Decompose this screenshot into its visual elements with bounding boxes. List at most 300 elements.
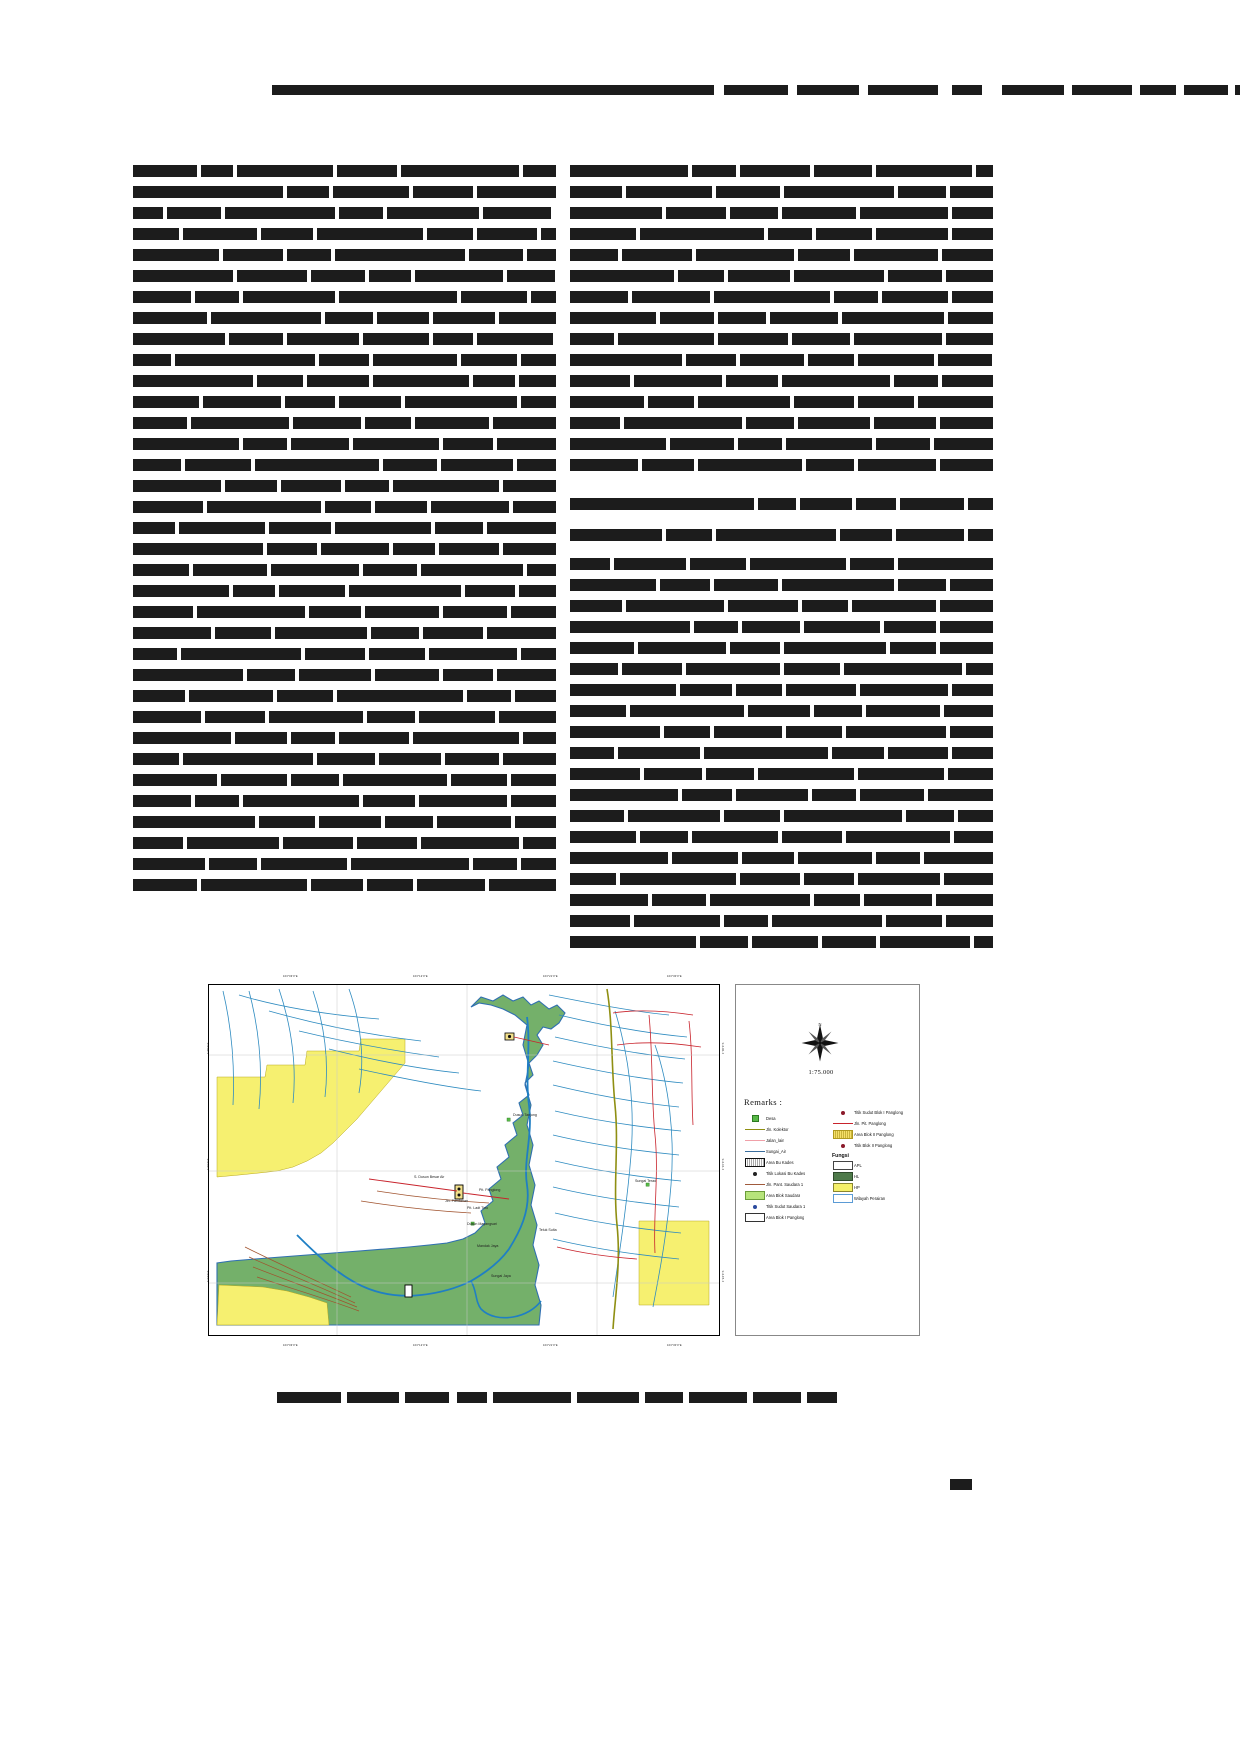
redaction-bar [357,837,417,849]
legend-symbol-line [744,1147,766,1156]
redaction-bar [570,396,644,408]
redacted-text-line [570,553,993,574]
redaction-bar [626,600,724,612]
redaction-bar [353,438,439,450]
caption-redaction-segment [645,1392,683,1403]
caption-redaction-segment [577,1392,639,1403]
redaction-bar [133,606,193,618]
redaction-bar [209,858,257,870]
legend-item [744,1113,832,1124]
map-scale-text: 1:75.000 [808,1069,834,1076]
redaction-bar [441,459,513,471]
redaction-bar [782,831,842,843]
redaction-bar [570,529,662,541]
redaction-bar [570,558,610,570]
map-label-pit-panglong: Pit. Panglong [479,1188,501,1192]
redaction-bar [858,354,934,366]
legend-item-label: Sungai_Air [766,1149,787,1154]
legend-item [744,1201,832,1212]
redaction-bar [363,333,429,345]
redaction-bar [521,858,556,870]
map-tick-top-1: 103°03'0"E [283,975,298,978]
redaction-bar [806,459,854,471]
redaction-bar [570,936,696,948]
redaction-bar [373,375,469,387]
redaction-bar [642,459,694,471]
redaction-bar [936,894,993,906]
redaction-bar [337,690,463,702]
redaction-bar [451,774,507,786]
legend-symbol-swatch [832,1130,854,1139]
redaction-bar [622,663,682,675]
legend-symbol-dot [744,1169,766,1178]
redacted-text-line [570,679,993,700]
redaction-bar [844,663,962,675]
redaction-bar [716,529,836,541]
redacted-text-line [133,622,556,643]
redaction-bar [461,291,527,303]
redacted-text-line [133,433,556,454]
redaction-bar [942,375,993,387]
legend-column-left [744,1113,832,1223]
redaction-bar [133,753,179,765]
redaction-bar [802,600,848,612]
redaction-bar [335,249,465,261]
redaction-bar [898,186,946,198]
redaction-bar [648,396,694,408]
redaction-bar [293,417,361,429]
caption-redaction-segment [753,1392,801,1403]
redaction-bar [876,228,948,240]
redaction-bar [261,858,347,870]
redaction-bar [846,726,946,738]
map-label-sungai-terad: Sungai Terad [635,1179,657,1183]
redaction-bar [798,249,850,261]
legend-point-symbol [753,1172,757,1176]
redaction-bar [858,873,940,885]
redaction-bar [431,501,509,513]
redaction-bar [237,270,307,282]
redaction-bar [385,816,433,828]
redaction-bar [405,396,517,408]
map-tick-bottom-4: 103°30'0"E [667,1344,682,1347]
redaction-bar [570,642,634,654]
redaction-bar [167,207,221,219]
redacted-text-line [570,370,993,391]
hp-yellow-southeast [639,1221,709,1305]
redacted-text-line [133,811,556,832]
legend-item-label: Jln. Pant. Saudara 1 [766,1182,804,1187]
redaction-bar [133,417,187,429]
legend-fungsi-swatch [832,1194,854,1203]
redacted-text-line [133,538,556,559]
redaction-bar [570,498,754,510]
map-label-sungai-dusun: S. Dusun Besar Air [414,1175,445,1179]
redaction-bar [133,816,255,828]
redaction-bar [247,669,295,681]
redaction-bar [692,831,778,843]
redaction-bar [570,186,622,198]
legend-item-label: Area Blok Saudara [766,1193,801,1198]
redaction-bar [570,438,666,450]
redaction-bar [225,480,277,492]
redaction-bar [940,417,993,429]
redacted-text-line [570,160,993,181]
redaction-bar [750,558,846,570]
redaction-bar [477,333,553,345]
redacted-text-line [133,643,556,664]
map-tick-bottom-2: 103°12'0"E [413,1344,428,1347]
redacted-text-line [570,493,993,514]
redaction-bar [193,564,267,576]
legend-item [832,1129,918,1140]
redaction-bar [976,165,993,177]
redaction-bar [415,270,503,282]
redaction-bar [257,375,303,387]
legend-item [744,1157,832,1168]
caption-redaction-segment [493,1392,571,1403]
redaction-bar [363,795,415,807]
redaction-bar [842,312,944,324]
compass-rose-icon [798,1021,842,1065]
redaction-bar [968,498,993,510]
redaction-bar [269,711,363,723]
redaction-bar [443,438,493,450]
redaction-bar [339,732,409,744]
redacted-text-line [570,658,993,679]
legend-fungsi-swatch [832,1172,854,1181]
map-label-sungai-jaya: Sungai Jaya [491,1274,511,1278]
map-tick-top-2: 103°12'0"E [413,975,428,978]
redaction-bar [233,585,275,597]
redaction-bar [634,375,722,387]
redaction-bar [570,768,640,780]
redaction-bar [570,600,622,612]
redaction-bar [351,858,469,870]
redacted-text-line [570,721,993,742]
redaction-bar [876,165,972,177]
redaction-bar [906,810,954,822]
redacted-text-line [133,769,556,790]
map-label-dusun-tanjung: Dusun Tanjung [513,1113,537,1117]
redaction-bar [133,165,197,177]
redaction-bar [523,732,556,744]
redaction-bar [511,606,556,618]
redaction-bar [742,852,794,864]
redaction-bar [521,396,556,408]
redaction-bar [634,915,720,927]
redaction-bar [499,711,556,723]
redaction-bar [952,291,993,303]
redaction-bar [692,165,736,177]
redaction-bar [133,522,175,534]
redaction-bar [285,396,335,408]
legend-symbol-swatch [744,1191,766,1200]
redaction-bar [858,459,936,471]
redaction-bar [728,600,798,612]
redaction-bar [423,627,483,639]
legend-item-label: Titik Sudut Saudara 1 [766,1204,806,1209]
legend-symbol-line [744,1180,766,1189]
redaction-bar [339,291,457,303]
redaction-bar [784,663,840,675]
redaction-bar [834,291,878,303]
redacted-text-line [133,748,556,769]
legend-item-label: Jln. Kolektor [766,1127,789,1132]
legend-item [744,1190,832,1201]
redaction-bar [746,417,794,429]
redaction-bar [419,711,495,723]
redaction-bar [942,249,993,261]
figure-map [205,958,920,1358]
body-column-left [133,160,556,895]
redaction-bar [946,270,993,282]
legend-fungsi-heading: Fungsi [832,1153,850,1159]
redacted-text-line [133,202,556,223]
redaction-bar [373,354,457,366]
caption-redaction-segment [689,1392,747,1403]
redaction-bar [640,228,764,240]
redaction-bar [846,831,950,843]
redaction-bar [952,228,993,240]
redaction-bar [640,831,688,843]
redaction-bar [133,543,263,555]
redacted-text-line [133,517,556,538]
redaction-bar [325,501,371,513]
redaction-bar [728,270,790,282]
legend-line-symbol [833,1123,853,1124]
redacted-text-line [570,910,993,931]
redaction-bar [710,894,810,906]
redaction-bar [570,852,668,864]
redaction-bar [660,579,710,591]
redacted-text-line [570,454,993,475]
redacted-text-line [570,805,993,826]
redaction-bar [570,747,614,759]
map-label-mandak-jaya: Mandak Jaya [477,1244,499,1248]
header-redaction-segment [1184,85,1228,95]
redacted-text-line [570,742,993,763]
redaction-bar [614,558,686,570]
redaction-bar [570,726,660,738]
redaction-bar [940,600,993,612]
redaction-bar [706,768,754,780]
header-redaction-segment [1002,85,1064,95]
redaction-bar [740,165,810,177]
redaction-bar [714,579,778,591]
legend-symbol-dot [744,1202,766,1211]
redaction-bar [363,564,417,576]
redaction-bar [379,753,441,765]
redacted-text-line [570,223,993,244]
redaction-bar [858,396,914,408]
redaction-bar [185,459,251,471]
redaction-bar [469,249,523,261]
redacted-text-line [570,784,993,805]
redacted-text-line [133,223,556,244]
redacted-text-line [570,637,993,658]
redaction-bar [175,354,315,366]
redaction-bar [307,375,369,387]
redaction-bar [670,438,734,450]
redaction-bar [782,207,856,219]
redaction-bar [758,498,796,510]
redaction-bar [181,648,301,660]
redaction-bar [133,711,201,723]
redaction-bar [832,747,884,759]
redaction-bar [938,354,992,366]
redaction-bar [726,375,778,387]
redaction-bar [896,529,964,541]
redaction-bar [133,438,239,450]
redaction-bar [570,684,676,696]
redaction-bar [477,228,537,240]
redacted-text-line [133,832,556,853]
redaction-bar [487,627,556,639]
redaction-bar [133,774,217,786]
redaction-bar [784,642,886,654]
redaction-bar [570,312,656,324]
redaction-bar [882,291,948,303]
redaction-bar [918,396,993,408]
caption-redaction-segment [347,1392,399,1403]
redaction-bar [950,726,993,738]
redaction-bar [503,543,556,555]
redaction-bar [748,705,810,717]
redacted-text-line [570,391,993,412]
legend-item-label: Jln. Pit. Panglong [854,1121,886,1126]
redaction-bar [183,228,257,240]
redaction-bar [133,291,191,303]
redaction-bar [570,291,628,303]
legend-village-symbol [752,1115,759,1122]
redaction-bar [730,642,780,654]
redaction-bar [686,354,736,366]
map-tick-bottom-1: 103°03'0"E [283,1344,298,1347]
redaction-bar [439,543,499,555]
redaction-bar [503,480,556,492]
redaction-bar [499,312,556,324]
redaction-bar [393,480,499,492]
redaction-bar [515,816,556,828]
redaction-bar [427,228,473,240]
redaction-bar [443,606,507,618]
redaction-bar [519,585,556,597]
redaction-bar [852,600,936,612]
redaction-bar [461,354,517,366]
legend-color-swatch [833,1183,853,1192]
redaction-bar [570,579,656,591]
map-label-dusun-mayangsari: Dusun Mayangsari [467,1222,497,1226]
redaction-bar [433,333,473,345]
legend-item-label: Area Blok I Panglong [766,1215,805,1220]
redaction-bar [770,312,838,324]
redacted-text-line [133,601,556,622]
redaction-bar [201,879,307,891]
caption-redaction-segment [277,1392,341,1403]
map-tick-right-1: 1°06'0"S [722,1042,725,1054]
redaction-bar [283,837,353,849]
redaction-bar [339,396,401,408]
legend-fungsi-label: Wilayah Perairan [854,1196,886,1201]
redaction-bar [133,837,183,849]
redaction-bar [269,522,331,534]
legend-symbol-line [744,1125,766,1134]
redaction-bar [133,858,205,870]
redaction-bar [954,831,993,843]
redaction-bar [890,642,936,654]
redaction-bar [752,936,818,948]
redaction-bar [383,459,437,471]
redaction-bar [255,459,379,471]
redacted-text-line [133,265,556,286]
redaction-bar [696,249,794,261]
redaction-bar [211,312,321,324]
redaction-bar [680,684,732,696]
redaction-bar [235,732,287,744]
redaction-bar [718,333,788,345]
redaction-bar [812,789,856,801]
redaction-bar [876,438,930,450]
redaction-bar [511,795,556,807]
redaction-bar [189,690,273,702]
legend-fungsi-item [832,1171,918,1182]
redacted-text-line [570,412,993,433]
redacted-text-line [133,580,556,601]
redacted-text-line [133,391,556,412]
redacted-text-line [133,727,556,748]
redaction-bar [311,879,363,891]
redaction-bar [570,894,648,906]
redaction-bar [275,627,367,639]
redaction-bar [299,669,371,681]
redaction-bar [814,165,872,177]
redaction-bar [133,312,207,324]
redaction-bar [133,501,203,513]
redaction-bar [133,648,177,660]
legend-point-symbol [841,1111,845,1115]
redaction-bar [570,459,638,471]
header-redaction-segment [272,85,714,95]
redaction-bar [205,711,265,723]
redaction-bar [924,852,993,864]
map-legend-panel [735,984,920,1336]
legend-line-symbol [745,1184,765,1185]
redaction-bar [798,417,870,429]
redaction-bar [133,249,219,261]
legend-line-symbol [745,1140,765,1141]
legend-item [832,1140,918,1151]
redacted-text-line [570,349,993,370]
redaction-bar [349,585,461,597]
redaction-bar [203,396,281,408]
redaction-bar [570,228,636,240]
redaction-bar [133,795,191,807]
redaction-bar [221,774,287,786]
redaction-bar [309,606,361,618]
redaction-bar [570,354,682,366]
redaction-bar [666,529,712,541]
redaction-bar [958,810,993,822]
redaction-bar [714,291,830,303]
redaction-bar [840,529,892,541]
redaction-bar [856,498,896,510]
map-label-jln-pandanan: Jln. Pandanan [445,1199,468,1203]
redaction-bar [570,663,618,675]
redaction-bar [876,852,920,864]
redaction-bar [343,774,447,786]
redaction-bar [758,768,854,780]
